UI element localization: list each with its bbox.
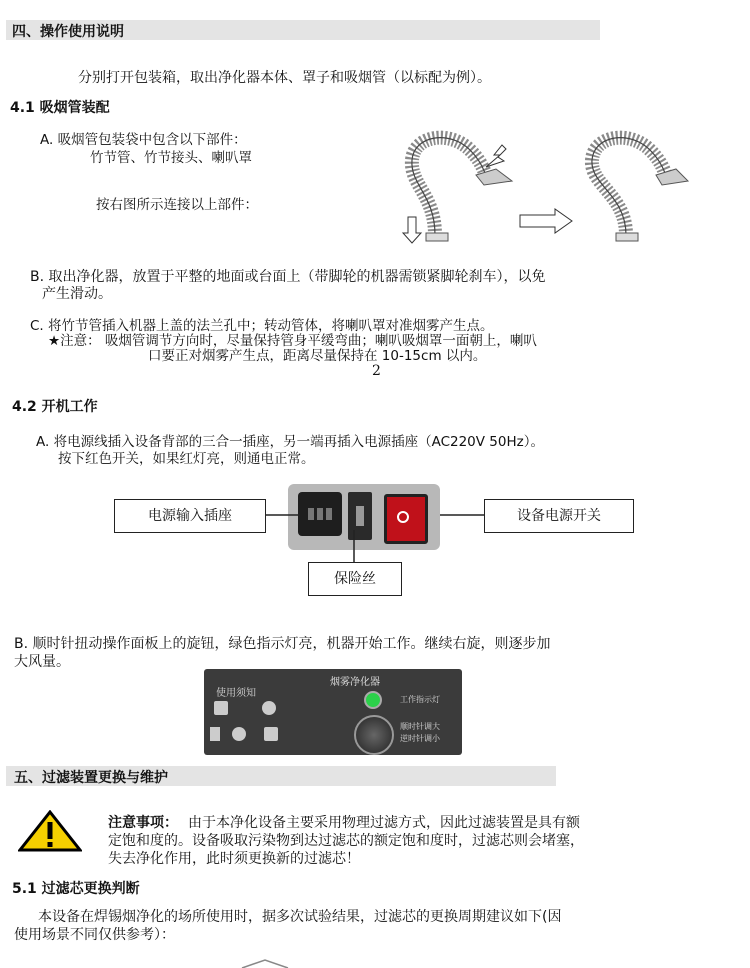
panel-title: 烟雾净化器: [330, 677, 380, 688]
step-a-text: A. 吸烟管包装袋中包含以下部件：: [40, 132, 247, 148]
counter-clockwise-label: 逆时针调小: [400, 734, 440, 743]
warning-icon: [18, 810, 82, 852]
warning-text: 由于本净化设备主要采用物理过滤方式，因此过滤装置是具有额: [188, 815, 580, 831]
subsection-title: 4.2 开机工作: [12, 399, 98, 415]
warning-label: 注意事项：: [108, 815, 178, 831]
panel-icon-row-2: [210, 727, 310, 745]
warning-text-cont: 定饱和度的。设备吸取污染物到达过滤芯的额定饱和度时，过滤芯则会堵塞，: [108, 833, 584, 849]
note-text-cont: 口要正对烟雾产生点，距离尽量保持在 10-15cm 以内。: [148, 348, 487, 364]
panel-usage-title: 使用须知: [216, 688, 256, 699]
section-title: 五、过滤装置更换与维护: [14, 770, 168, 786]
step-b-text: B. 顺时针扭动操作面板上的旋钮，绿色指示灯亮，机器开始工作。继续右旋，则逐步加: [14, 636, 551, 652]
warning-text-cont: 失去净化作用，此时须更换新的过滤芯！: [108, 851, 360, 867]
intro-text: 分别打开包装箱，取出净化器本体、罩子和吸烟管（以标配为例）。: [78, 70, 491, 86]
note-text: ★注意： 吸烟管调节方向时，尽量保持管身平缓弯曲；喇叭吸烟罩一面朝上，喇叭: [48, 333, 537, 349]
socket-label: 电源输入插座: [114, 499, 266, 533]
panel-icon-row: [214, 701, 314, 719]
connect-instruction: 按右图所示连接以上部件：: [96, 197, 258, 213]
step-a-text: A. 将电源线插入设备背部的三合一插座，另一端再插入电源插座（AC220V 50Hz）。: [36, 434, 544, 450]
step-b-text: B. 取出净化器，放置于平整的地面或台面上（带脚轮的机器需锁紧脚轮刹车），以免: [30, 269, 546, 285]
section-title: 四、操作使用说明: [12, 24, 124, 40]
fuse-label: 保险丝: [308, 562, 402, 596]
page-number: 2: [372, 363, 381, 379]
step-b-text-cont: 产生滑动。: [42, 286, 112, 302]
step-b-text-cont: 大风量。: [14, 654, 70, 670]
clockwise-label: 顺时针调大: [400, 722, 440, 731]
work-indicator-light: [364, 691, 382, 709]
step-a-text-cont: 按下红色开关，如果红灯亮，则通电正常。: [58, 451, 315, 467]
parts-list: 竹节管、竹节接头、喇叭罩: [90, 150, 252, 166]
subsection-title: 4.1 吸烟管装配: [10, 100, 110, 116]
subsection-title: 5.1 过滤芯更换判断: [12, 881, 140, 897]
control-panel-photo: [204, 669, 462, 755]
paragraph-text: 本设备在焊锡烟净化的场所使用时，据多次试验结果，过滤芯的更换周期建议如下(因: [38, 909, 562, 925]
speed-knob: [354, 715, 394, 755]
switch-label: 设备电源开关: [484, 499, 634, 533]
paragraph-text-cont: 使用场景不同仅供参考）：: [14, 927, 175, 943]
step-c-text: C. 将竹节管插入机器上盖的法兰孔中；转动管体，将喇叭罩对准烟雾产生点。: [30, 318, 494, 334]
partial-figure-edge: [240, 958, 290, 968]
indicator-label: 工作指示灯: [400, 695, 440, 704]
